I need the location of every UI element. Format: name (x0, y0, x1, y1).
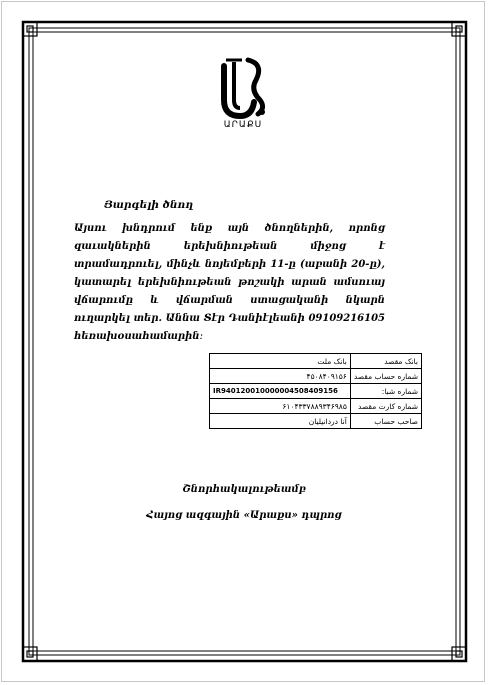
closing-thanks: Շնորհակալութեամբ (182, 484, 306, 495)
school-logo-icon (216, 56, 270, 120)
iban-value: IR940120010000004508409156 (210, 384, 351, 399)
school-signature: Հայոց ազգային «Արաքս» դպրոց (146, 510, 342, 521)
bank-details-table (209, 353, 422, 429)
account-holder-value: آنا دردانیلیان (210, 414, 351, 429)
bank-label: بانک مقصد (350, 354, 421, 369)
iban-label: شماره شبا: (350, 384, 421, 399)
table-row (210, 384, 422, 399)
account-holder-label: صاحب حساب (350, 414, 421, 429)
table-row (210, 399, 422, 414)
table-row (210, 369, 422, 384)
table-row (210, 414, 422, 429)
logo-wordmark: ԱՐԱՔՍ (223, 120, 263, 130)
card-number-value: ۶۱۰۴۳۳۷۸۸۹۳۴۶۹۸۵ (210, 399, 351, 414)
letter-body: Այսու խնդրում ենք այն ծնողներին, որոնց զաւակներին երեխնիութեան միջոց է տրամադրուել, մինչև նոյեմբերի 11-ը (աբանի 20-ը), կատարել երեխնիութեան թոշակի արան ամսուայ վճարումը և վճարման ստացականի նկարն ուղարկել տեր. Աննա Տէր Դանիէլեանի 09109216105 հեռախօսահամարին։ (74, 223, 385, 342)
bank-value: بانک ملت (210, 354, 351, 369)
card-number-label: شماره کارت مقصد (350, 399, 421, 414)
letter-salutation: Յարգելի ծնող (104, 199, 194, 211)
account-number-label: شماره حساب مقصد (350, 369, 421, 384)
account-number-value: ۴۵۰۸۴۰۹۱۵۶ (210, 369, 351, 384)
table-row (210, 354, 422, 369)
